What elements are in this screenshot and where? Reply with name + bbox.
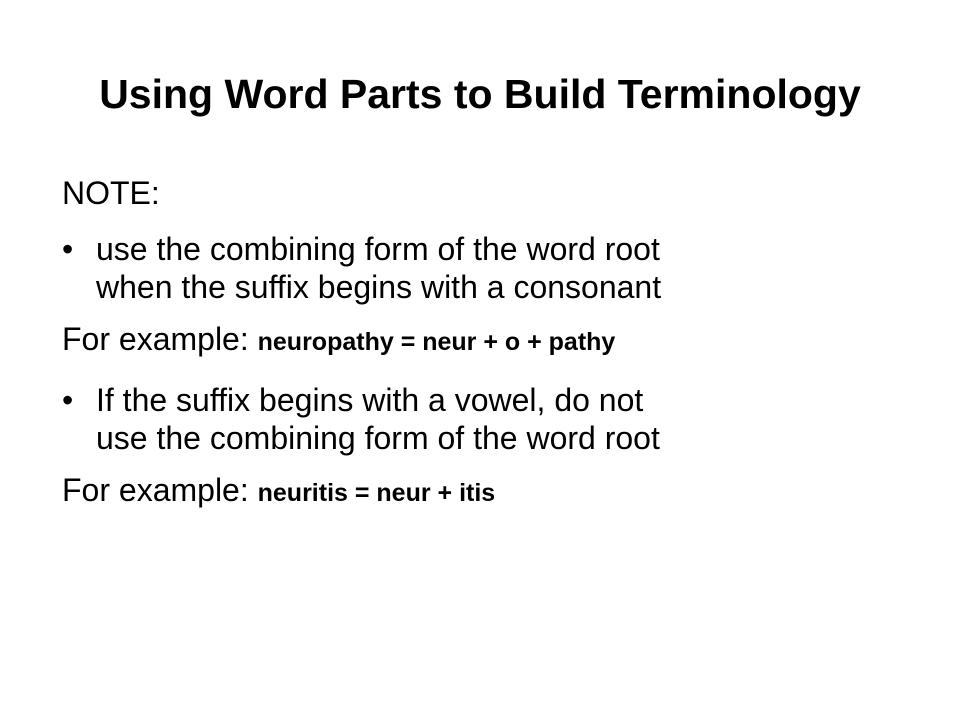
example-prefix: For example: [62,472,249,508]
bullet-item [62,381,922,457]
example-formula: neuritis = neur + itis [257,479,496,507]
example-line [62,471,922,512]
slide-body [62,174,922,532]
example-prefix: For example: [62,321,258,357]
bullet-text: If the suffix begins with a vowel, do not use the combining form of the word root [96,382,660,456]
bullet-text: use the combining form of the word root when the suffix begins with a consonant [96,231,662,305]
example-formula: neuropathy = neur + o + pathy [257,328,616,356]
slide-title: Using Word Parts to Build Terminology [99,71,861,117]
bullet-marker: • [62,231,74,267]
example-line [62,320,922,361]
note-label: NOTE: [62,175,160,211]
bullet-marker: • [62,382,74,418]
bullet-item [62,230,922,306]
